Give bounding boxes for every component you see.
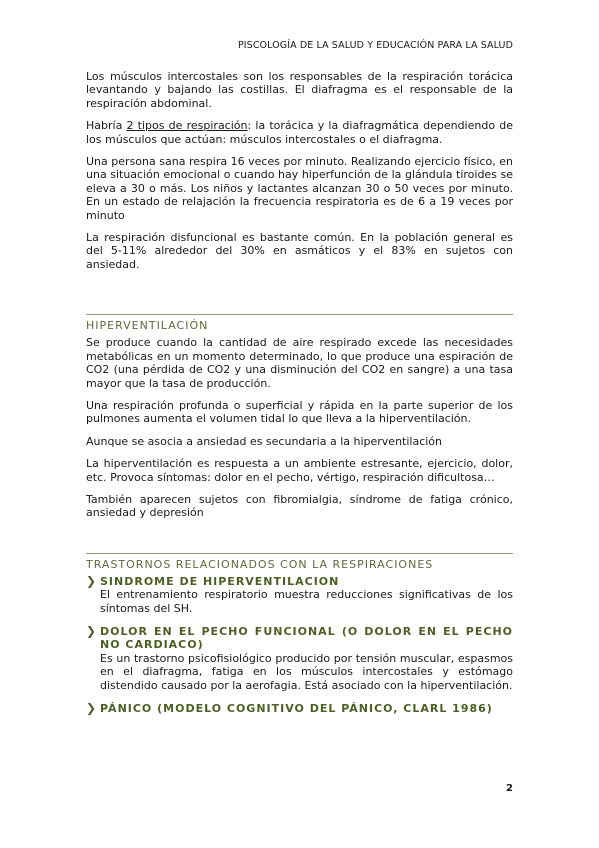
list-item-dolor-pecho [86,625,513,692]
list-item-heading: SINDROME DE HIPERVENTILACION [100,574,340,588]
section-title-hiperventilacion: HIPERVENTILACIÓN [86,314,513,332]
paragraph-tipos-respiracion [86,119,513,146]
paragraph-disfuncional: La respiración disfuncional es bastante común. En la población general es del 5-11% alrededor del 30% en asmáticos y el 83% en sujetos con ansiedad. [86,231,513,271]
list-item-heading: PÁNICO (MODELO COGNITIVO DEL PÁNICO, CLARL 1986) [100,702,493,715]
paragraph-fibromialgia: También aparecen sujetos con fibromialgia, síndrome de fatiga crónico, ansiedad y depresión [86,492,513,520]
paragraph-intercostales: Los músculos intercostales son los responsables de la respiración torácica levantando y bajando las costillas. El diafragma es el responsable de la respiración abdominal. [86,70,513,110]
paragraph-ansiedad: Aunque se asocia a ansiedad es secundaria a la hiperventilación [86,434,443,448]
section-title-trastornos: TRASTORNOS RELACIONADOS CON LA RESPIRACIONES [86,553,513,571]
list-item-body: Es un trastorno psicofisiológico producido por tensión muscular, espasmos en el diafragma, fatiga en los músculos intercostales y estómago distendido causado por la aerofagia. Está asociado con la hiperventilación. [100,651,513,692]
paragraph-definicion: Se produce cuando la cantidad de aire respirado excede las necesidades metabólicas en un momento determinado, lo que produce una espiración de CO2 (una pérdida de CO2 y una disminución del CO2 en sangre) a una tasa mayor que la tasa de producción. [86,336,513,390]
list-item-body: El entrenamiento respiratorio muestra reducciones significativas de los síntomas del SH. [100,588,513,615]
chevron-right-icon: ❯ [86,623,97,638]
list-item-heading: DOLOR EN EL PECHO FUNCIONAL (O DOLOR EN EL PECHO NO CARDIACO) [100,624,513,652]
running-header: PISCOLOGÍA DE LA SALUD Y EDUCACIÓN PARA LA SALUD [237,40,513,51]
text-fragment: : la torácica y la diafragmática dependiendo de los músculos que actúan: músculos intercostales o el diafragma. [86,119,514,146]
underlined-term: 2 tipos de respiración [126,119,248,133]
text-fragment: Habría [86,119,127,133]
paragraph-respiracion-profunda: Una respiración profunda o superficial y rápida en la parte superior de los pulmones aumenta el volumen tidal lo que lleva a la hiperventilación. [86,398,513,426]
paragraph-frecuencia: Una persona sana respira 16 veces por minuto. Realizando ejercicio físico, en una situación emocional o cuando hay hiperfunción de la glándula tiroides se eleva a 30 o más. Los niños y lactantes alcanzan 30 o 50 veces por minuto. En un estado de relajación la frecuencia respiratoria es de 6 a 19 veces por minuto [86,155,513,222]
list-item-sindrome [86,575,513,615]
list-item-panico [86,702,513,715]
chevron-right-icon: ❯ [86,701,97,715]
page-number: 2 [506,783,513,794]
chevron-right-icon: ❯ [86,573,97,588]
paragraph-sintomas: La hiperventilación es respuesta a un ambiente estresante, ejercicio, dolor, etc. Provoca síntomas: dolor en el pecho, vértigo, respiración dificultosa… [86,457,513,484]
page-body [86,70,513,725]
